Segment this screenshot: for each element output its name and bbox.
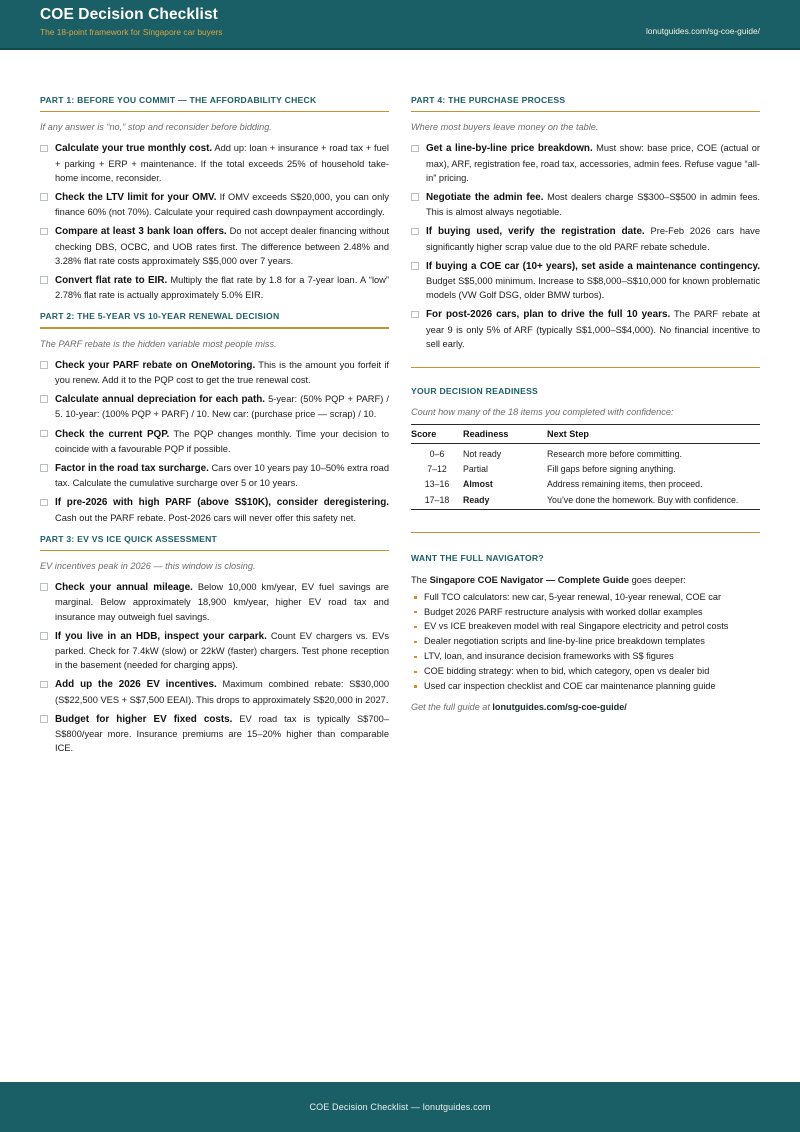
cell-readiness: Ready — [463, 492, 547, 509]
checklist-item[interactable] — [411, 190, 760, 219]
checkbox-icon[interactable] — [411, 311, 419, 319]
cell-score: 0–6 — [429, 449, 445, 460]
readiness-table — [411, 424, 760, 510]
checklist-item-body: Cars over 10 years pay 10–50% extra road tax. Calculate the cumulative surcharge over 5 or 10 years. — [55, 463, 389, 489]
checklist-item[interactable] — [40, 495, 389, 524]
checklist-item[interactable] — [411, 141, 760, 185]
checkbox-icon[interactable] — [40, 361, 48, 369]
checkbox-icon[interactable] — [40, 145, 48, 153]
bullet-dot-icon — [414, 596, 417, 599]
section-heading: PART 4: THE PURCHASE PROCESS — [411, 95, 566, 105]
section-lede: Count how many of the 18 items you completed with confidence: — [411, 407, 674, 418]
checklist-item-lead: Compare at least 3 bank loan offers. — [55, 226, 227, 238]
bullet-dot-icon — [414, 611, 417, 614]
promo-bullet — [411, 620, 760, 633]
section-2 — [40, 311, 389, 524]
cell-next-step: You’ve done the homework. Buy with confidence. — [547, 492, 760, 509]
promo-cta-before: Get the full guide at — [411, 702, 493, 713]
checklist-item-lead: Check the current PQP. — [55, 428, 170, 440]
promo-bullet-text: Full TCO calculators: new car, 5-year renewal, 10-year renewal, COE car — [424, 591, 722, 602]
checklist-item[interactable] — [411, 259, 760, 303]
promo-intro-after: goes deeper: — [629, 574, 686, 585]
checkbox-icon[interactable] — [411, 145, 419, 153]
page-title: COE Decision Checklist — [40, 6, 218, 23]
table-row — [411, 492, 760, 509]
section-1 — [40, 95, 389, 302]
checklist-item-lead: If pre-2026 with high PARF (above S$10K), consider deregistering. — [55, 497, 389, 509]
checklist-item-body: Count EV chargers vs. EVs parked. Check for 7.4kW (slow) or 22kW (faster) chargers. Test phone reception in the basement (needed for charging apps). — [55, 630, 389, 671]
checklist-item-body: Multiply the flat rate by 1.8 for a 7-year loan. A “low” 2.78% flat rate is actually approximately 5.0% EIR. — [55, 275, 389, 301]
bullet-dot-icon — [414, 671, 417, 674]
promo-intro-before: The — [411, 574, 430, 585]
page-header — [0, 0, 800, 50]
checklist-item-lead: Calculate annual depreciation for each path. — [55, 394, 266, 406]
section-rule — [40, 327, 389, 328]
bullet-dot-icon — [414, 656, 417, 659]
checklist-item-lead: Check your annual mileage. — [55, 582, 193, 594]
two-column-layout — [40, 95, 760, 760]
checklist-item-lead: If you live in an HDB, inspect your carpark. — [55, 630, 267, 642]
page-body — [0, 50, 800, 1082]
table-header — [411, 425, 760, 444]
checklist-item[interactable] — [411, 224, 760, 253]
checklist-item-body: EV road tax is typically S$700–S$800/year more. Insurance premiums are 15–20% higher than comparable ICE. — [55, 713, 389, 754]
checkbox-icon[interactable] — [40, 499, 48, 507]
checkbox-icon[interactable] — [40, 193, 48, 201]
section-part-4 — [411, 95, 760, 351]
section-rule — [40, 111, 389, 112]
section-lede: If any answer is “no,” stop and reconsider before bidding. — [40, 122, 272, 133]
checklist-item-body: The PARF rebate at year 9 is only 5% of ARF (typically S$1,000–S$4,000). No financial incentive to sell early. — [426, 309, 760, 349]
checklist-item-body: Do not accept dealer financing without checking DBS, OCBC, and UOB rates first. The difference between 2.48% and 3.28% flat rate costs approximately S$5,000 over 7 years. — [55, 226, 390, 266]
checkbox-icon[interactable] — [40, 715, 48, 723]
cell-readiness: Almost — [463, 479, 493, 490]
bullet-dot-icon — [414, 685, 417, 688]
checklist-item-body: Cash out the PARF rebate. Post-2026 cars will never offer this safety net. — [55, 512, 356, 523]
right-column — [411, 95, 760, 712]
checklist-item-lead: Calculate your true monthly cost. — [55, 143, 213, 155]
checkbox-icon[interactable] — [40, 681, 48, 689]
checklist-item-body: Add up: loan + insurance + road tax + fuel + parking + ERP + maintenance. If the total exceeds 25% of household take-home income, reconsider. — [55, 143, 389, 183]
section-lede: EV incentives peak in 2026 — this window is closing. — [40, 561, 256, 572]
checklist-item-lead: Budget for higher EV fixed costs. — [55, 713, 233, 725]
checklist-item[interactable] — [40, 677, 389, 706]
checklist-item-lead: Negotiate the admin fee. — [426, 192, 544, 203]
checklist-item[interactable] — [40, 392, 389, 421]
column-header-score: Score — [411, 425, 463, 444]
checklist-item-body: The PQP changes monthly. Time your decision to coincide with a favourable PQP if possible. — [55, 428, 390, 454]
promo-bullet — [411, 635, 760, 648]
promo-bullet — [411, 606, 760, 619]
checklist — [40, 141, 389, 302]
promo-cta-link[interactable]: lonutguides.com/sg-coe-guide/ — [492, 702, 627, 713]
section-lede: Where most buyers leave money on the table. — [411, 122, 599, 133]
footer-text: COE Decision Checklist — lonutguides.com — [309, 1102, 491, 1112]
checklist-item-lead: If buying a COE car (10+ years), set aside a maintenance contingency. — [426, 260, 760, 272]
checklist-item-lead: Get a line-by-line price breakdown. — [426, 143, 593, 155]
section-rule — [411, 111, 760, 112]
promo-bullet — [411, 591, 760, 604]
checklist-item[interactable] — [40, 358, 389, 387]
section-full-navigator — [411, 553, 760, 713]
promo-bullet-text: LTV, loan, and insurance decision frameworks with S$ figures — [424, 651, 674, 662]
bullet-dot-icon — [414, 641, 417, 644]
table-body — [411, 444, 760, 510]
left-column — [40, 95, 389, 760]
checkbox-icon[interactable] — [40, 632, 48, 640]
checkbox-icon[interactable] — [40, 464, 48, 472]
checklist-item-body: Must show: base price, COE (actual or max), ARF, registration fee, road tax, accessories, admin fees. Refuse vague “all-in” pricing. — [426, 143, 760, 183]
checklist-part-4 — [411, 141, 760, 351]
checklist-item-lead: Convert flat rate to EIR. — [55, 275, 168, 287]
table-row — [411, 477, 760, 492]
section-decision-readiness — [411, 386, 760, 510]
cell-next-step: Fill gaps before signing anything. — [547, 464, 676, 475]
checkbox-icon[interactable] — [40, 583, 48, 591]
cell-next-step: Address remaining items, then proceed. — [547, 479, 703, 490]
table-row — [411, 444, 760, 462]
promo-bullet-text: EV vs ICE breakeven model with real Singapore electricity and petrol costs — [424, 621, 729, 632]
checklist-item-lead: Check the LTV limit for your OMV. — [55, 192, 217, 203]
checklist-item-body: If OMV exceeds S$20,000, you can only finance 60% (not 70%). Calculate your required cash downpayment accordingly. — [55, 192, 389, 218]
header-site-url[interactable]: lonutguides.com/sg-coe-guide/ — [645, 26, 760, 36]
checklist — [40, 580, 389, 755]
checklist — [40, 358, 389, 525]
checklist-item-lead: Add up the 2026 EV incentives. — [55, 679, 217, 691]
checklist-item-lead: If buying used, verify the registration date. — [426, 226, 645, 238]
section-3 — [40, 534, 389, 756]
cell-next-step: Research more before committing. — [547, 449, 682, 460]
checklist-item[interactable] — [40, 427, 389, 456]
section-heading: WANT THE FULL NAVIGATOR? — [411, 552, 544, 563]
promo-bullet-text: COE bidding strategy: when to bid, which category, open vs dealer bid — [424, 666, 710, 677]
checklist-item-body: This is the amount you forfeit if you renew. Add it to the PQP cost to get the true renewal cost. — [55, 359, 389, 386]
checkbox-icon[interactable] — [411, 193, 419, 201]
page-subtitle: The 18-point framework for Singapore car buyers — [40, 27, 223, 37]
bullet-dot-icon — [414, 626, 417, 629]
section-heading: PART 3: EV VS ICE QUICK ASSESSMENT — [40, 533, 218, 544]
checklist-item-body: Budget S$5,000 minimum. Increase to S$8,000–S$10,000 for known problematic models (VW Golf DSG, older BMW turbos). — [426, 276, 760, 301]
checkbox-icon[interactable] — [40, 276, 48, 284]
section-rule — [40, 550, 389, 551]
cell-score: 13–16 — [424, 479, 450, 490]
checklist-item[interactable] — [40, 629, 389, 673]
promo-bullet-list — [411, 591, 760, 694]
checklist-item[interactable] — [40, 273, 389, 302]
promo-cta — [411, 702, 760, 712]
checklist-item[interactable] — [40, 141, 389, 185]
column-header-readiness: Readiness — [463, 425, 547, 444]
readiness-table-wrap — [411, 424, 760, 510]
promo-intro — [411, 573, 760, 587]
promo-bullet — [411, 650, 760, 663]
checkbox-icon[interactable] — [40, 395, 48, 403]
checklist-item-body: Below 10,000 km/year, EV fuel savings are marginal. Below approximately 18,900 km/year, higher EV road tax and insurance may outweigh fuel savings. — [55, 582, 389, 622]
promo-bullet-text: Used car inspection checklist and COE car maintenance planning guide — [424, 681, 716, 692]
promo-bullet — [411, 680, 760, 693]
divider-before-readiness — [411, 367, 760, 368]
checkbox-icon[interactable] — [40, 430, 48, 438]
checklist-item-body: Maximum combined rebate: S$30,000 (S$22,500 VES + S$7,500 EEAI). This drops to approximately S$20,000 in 2027. — [55, 679, 389, 705]
table-header-row — [411, 425, 760, 444]
checklist-item-body: Most dealers charge S$300–S$500 in admin fees. This is almost always negotiable. — [426, 192, 760, 218]
checklist-item-lead: Check your PARF rebate on OneMotoring. — [55, 359, 256, 371]
checkbox-icon[interactable] — [40, 228, 48, 236]
checkbox-icon[interactable] — [411, 228, 419, 236]
section-heading: YOUR DECISION READINESS — [411, 386, 539, 397]
checkbox-icon[interactable] — [411, 262, 419, 270]
checklist-item[interactable] — [40, 190, 389, 219]
promo-bullet-text: Dealer negotiation scripts and line-by-line price breakdown templates — [424, 636, 705, 647]
checklist-item-lead: For post-2026 cars, plan to drive the full 10 years. — [426, 309, 671, 321]
page-footer — [0, 1082, 800, 1132]
section-lede: The PARF rebate is the hidden variable most people miss. — [40, 338, 277, 349]
checklist-item[interactable] — [40, 461, 389, 490]
cell-score: 7–12 — [427, 464, 447, 475]
checklist-item-body: 5-year: (50% PQP + PARF) / 5. 10-year: (100% PQP + PARF) / 10. New car: (purchase price — scrap) / 10. — [55, 394, 389, 420]
checklist-item[interactable] — [40, 224, 389, 268]
divider-before-promo — [411, 532, 760, 533]
checklist-item-lead: Factor in the road tax surcharge. — [55, 463, 209, 475]
promo-bullet-text: Budget 2026 PARF restructure analysis with worked dollar examples — [424, 606, 703, 617]
promo-bullet — [411, 665, 760, 678]
cell-readiness: Not ready — [463, 449, 502, 460]
section-heading: PART 1: BEFORE YOU COMMIT — THE AFFORDABILITY CHECK — [40, 95, 317, 105]
table-row — [411, 462, 760, 477]
checklist-item[interactable] — [40, 712, 389, 756]
checklist-item[interactable] — [40, 580, 389, 624]
column-header-next-step: Next Step — [547, 425, 760, 444]
promo-product-name: Singapore COE Navigator — Complete Guide — [429, 574, 630, 585]
cell-readiness: Partial — [463, 464, 488, 475]
checklist-item-body: Pre-Feb 2026 cars have significantly higher scrap value due to the old PARF rebate schedule. — [426, 226, 761, 252]
section-heading: PART 2: THE 5-YEAR VS 10-YEAR RENEWAL DECISION — [40, 311, 280, 322]
checklist-item[interactable] — [411, 307, 760, 351]
cell-score: 17–18 — [411, 492, 463, 509]
